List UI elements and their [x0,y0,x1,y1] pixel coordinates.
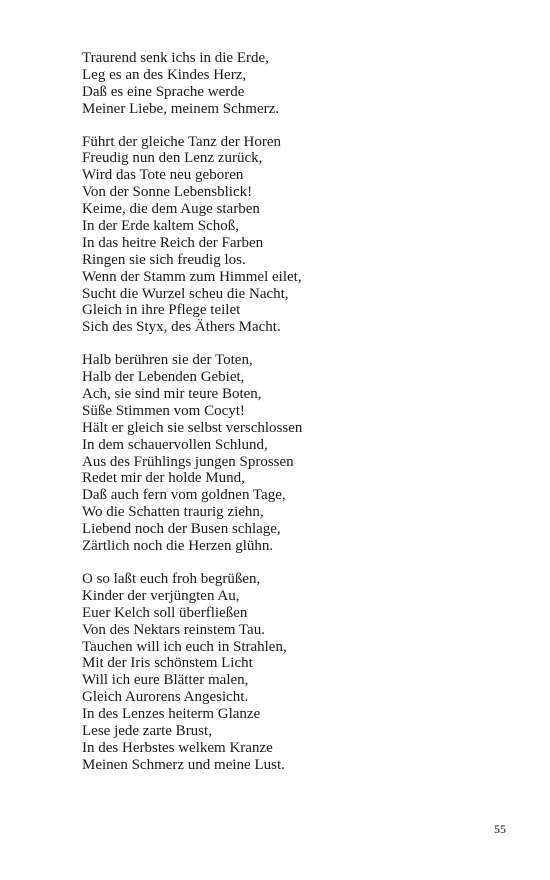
poem-line: Halb der Lebenden Gebiet, [82,369,245,386]
stanza [82,352,502,555]
poem-line: Meiner Liebe, meinem Schmerz. [82,100,280,117]
poem-line: Will ich eure Blätter malen, [82,672,249,689]
poem-line: Halb berühren sie der Toten, [82,352,253,369]
poem-line: Führt der gleiche Tanz der Horen [82,133,282,150]
poem-line: In des Lenzes heiterm Glanze [82,706,261,723]
stanza [82,571,502,774]
poem-line: Süße Stimmen vom Cocyt! [82,402,245,419]
stanza [82,134,502,337]
poem-text [82,50,502,790]
poem-line: Wo die Schatten traurig ziehn, [82,504,264,521]
poem-line: Lese jede zarte Brust, [82,722,212,739]
poem-line: Ach, sie sind mir teure Boten, [82,386,262,403]
poem-line: Redet mir der holde Mund, [82,470,245,487]
poem-line: Kinder der verjüngten Au, [82,587,240,604]
page-number: 55 [494,822,506,836]
poem-line: Aus des Frühlings jungen Sprossen [82,453,294,470]
poem-line: Von der Sonne Lebensblick! [82,184,253,201]
poem-line: Keime, die dem Auge starben [82,201,260,218]
poem-line: Euer Kelch soll überfließen [82,604,248,621]
poem-line: Daß auch fern vom goldnen Tage, [82,487,286,504]
poem-line: Wenn der Stamm zum Himmel eilet, [82,268,302,285]
poem-line: In das heitre Reich der Farben [82,234,264,251]
poem-line: Gleich in ihre Pflege teilet [82,302,241,319]
poem-line: Wird das Tote neu geboren [82,167,244,184]
poem-line: Ringen sie sich freudig los. [82,251,246,268]
stanza [82,50,502,118]
poem-line: Daß es eine Sprache werde [82,83,245,100]
poem-line: Liebend noch der Busen schlage, [82,521,281,538]
poem-line: Freudig nun den Lenz zurück, [82,150,263,167]
poem-line: Leg es an des Kindes Herz, [82,66,247,83]
poem-line: Traurend senk ichs in die Erde, [82,50,269,66]
poem-line: O so laßt euch froh begrüßen, [82,570,261,587]
poem-line: Sucht die Wurzel scheu die Nacht, [82,285,289,302]
poem-line: Von des Nektars reinstem Tau. [82,621,265,638]
poem-line: In der Erde kaltem Schoß, [82,218,240,235]
poem-line: Tauchen will ich euch in Strahlen, [82,638,287,655]
poem-line: In dem schauervollen Schlund, [82,436,268,453]
poem-line: Meinen Schmerz und meine Lust. [82,756,285,773]
poem-line: Hält er gleich sie selbst verschlossen [82,419,303,436]
poem-line: Zärtlich noch die Herzen glühn. [82,538,274,555]
poem-line: Mit der Iris schönstem Licht [82,655,253,672]
poem-line: Sich des Styx, des Äthers Macht. [82,319,281,336]
poem-line: Gleich Aurorens Angesicht. [82,689,249,706]
poem-line: In des Herbstes welkem Kranze [82,739,273,756]
